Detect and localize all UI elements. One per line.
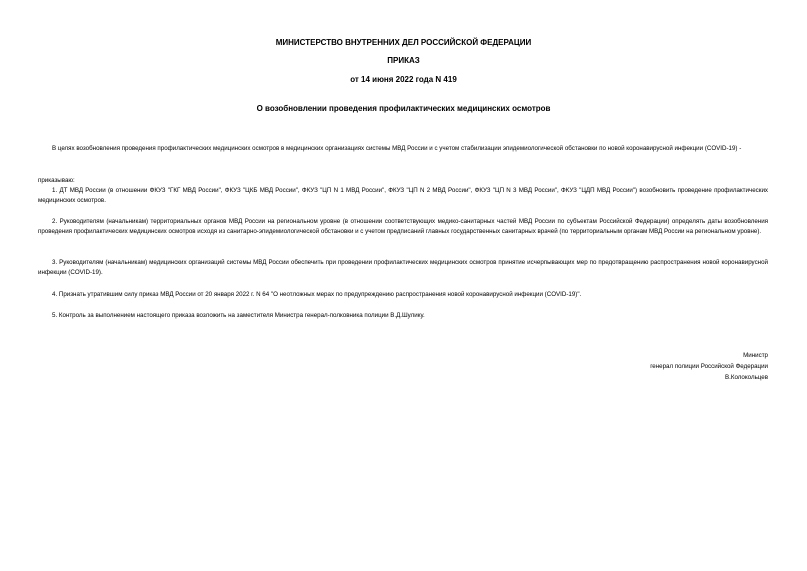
orders-word: приказываю: xyxy=(38,177,75,184)
document-type-heading: ПРИКАЗ xyxy=(387,56,420,65)
signature-name: В.Колокольцев xyxy=(725,374,768,381)
document-title: О возобновлении проведения профилактических медицинских осмотров xyxy=(256,104,551,113)
order-item-4: 4. Признать утратившим силу приказ МВД России от 20 января 2022 г. N 64 "О неотложных мерах по предупреждению распространения новой коронавирусной инфекции (COVID-19)". xyxy=(52,291,582,298)
signature-position: Министр xyxy=(743,352,768,359)
date-number-heading: от 14 июня 2022 года N 419 xyxy=(350,75,457,84)
order-item-3: 3. Руководителям (начальникам) медицинских организаций системы МВД России обеспечить при проведении профилактических медицинских осмотров принятие исчерпывающих мер по предотвращению распространения новой коронавирусной инфекции (COVID-19). xyxy=(38,259,768,277)
order-item-5: 5. Контроль за выполнением настоящего приказа возложить на заместителя Министра генерал-полковника полиции В.Д.Шулику. xyxy=(52,312,425,319)
preamble-paragraph: В целях возобновления проведения профилактических медицинских осмотров в медицинских организациях системы МВД России и с учетом стабилизации эпидемиологической обстановки по новой коронавирусной инфекции (COVID-19) - xyxy=(52,145,742,152)
order-item-2: 2. Руководителям (начальникам) территориальных органов МВД России на региональном уровне (в отношении соответствующих медико-санитарных частей МВД России по субъектам Российской Федерации) определять даты возобновления проведения профилактических медицинских осмотров исходя из санитарно-эпидемиологической обстановки и с учетом предписаний главных государственных санитарных врачей (по территориальным органам МВД России на региональном уровне). xyxy=(38,218,768,236)
order-item-1: 1. ДТ МВД России (в отношении ФКУЗ "ГКГ МВД России", ФКУЗ "ЦКБ МВД России", ФКУЗ "ЦП N 1 МВД России", ФКУЗ "ЦП N 2 МВД России", ФКУЗ "ЦП N 3 МВД России", ФКУЗ "ЦДП МВД России") возобновить проведение профилактических медицинских осмотров. xyxy=(38,187,768,205)
ministry-heading: МИНИСТЕРСТВО ВНУТРЕННИХ ДЕЛ РОССИЙСКОЙ ФЕДЕРАЦИИ xyxy=(275,38,532,47)
signature-rank: генерал полиции Российской Федерации xyxy=(650,363,768,370)
